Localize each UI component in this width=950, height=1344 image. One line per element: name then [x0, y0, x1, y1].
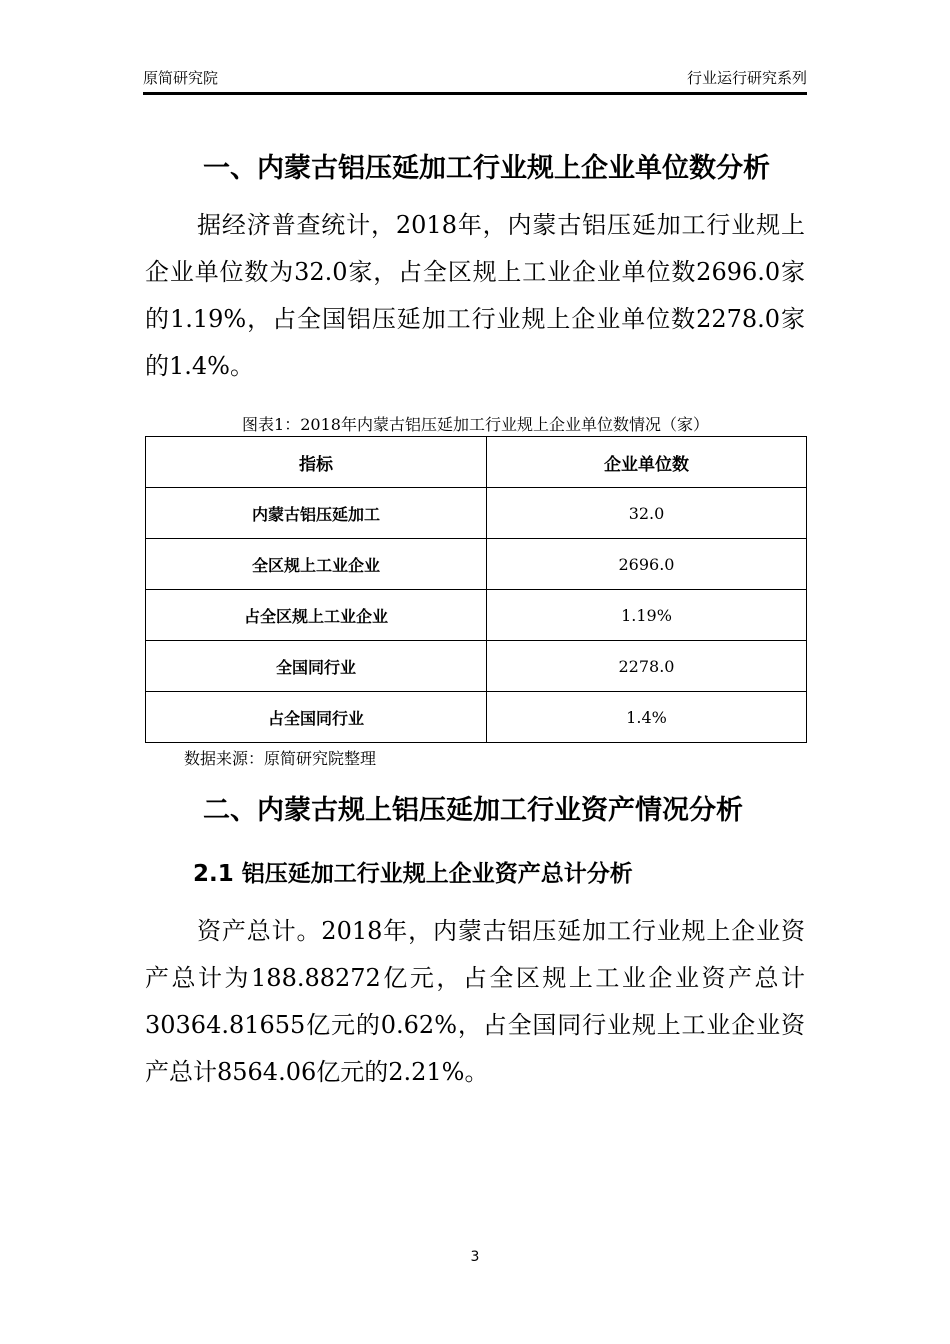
column-header: 指标 [146, 437, 487, 488]
row-value: 2696.0 [487, 539, 807, 590]
table-caption: 图表1：2018年内蒙古铝压延加工行业规上企业单位数情况（家） [242, 415, 709, 434]
row-label: 占全区规上工业企业 [146, 590, 487, 641]
column-header: 企业单位数 [487, 437, 807, 488]
row-value: 32.0 [487, 488, 807, 539]
header-left: 原简研究院 [143, 69, 219, 87]
data-table [145, 436, 807, 743]
table-header-row [146, 437, 807, 488]
row-value: 2278.0 [487, 641, 807, 692]
table-row [146, 488, 807, 539]
page-header [143, 66, 807, 95]
table-row [146, 590, 807, 641]
section-2-paragraph: 资产总计。2018年，内蒙古铝压延加工行业规上企业资产总计为188.88272亿元，占全区规上工业企业资产总计30364.81655亿元的0.62%，占全国同行业规上工业企业资产总计8564.06亿元的2.21%。 [145, 917, 805, 1086]
section-2-title: 二、内蒙古规上铝压延加工行业资产情况分析 [203, 795, 743, 826]
header-right: 行业运行研究系列 [686, 69, 807, 87]
table-row [146, 641, 807, 692]
row-value: 1.4% [487, 692, 807, 743]
section-1-paragraph: 据经济普查统计，2018年，内蒙古铝压延加工行业规上企业单位数为32.0家，占全区规上工业企业单位数2696.0家的1.19%，占全国铝压延加工行业规上企业单位数2278.0家的1.4%。 [145, 211, 805, 380]
table-row [146, 692, 807, 743]
table-row [146, 539, 807, 590]
row-label: 内蒙古铝压延加工 [146, 488, 487, 539]
page-number: 3 [470, 1249, 480, 1265]
row-label: 全区规上工业企业 [146, 539, 487, 590]
row-value: 1.19% [487, 590, 807, 641]
row-label: 全国同行业 [146, 641, 487, 692]
section-1-title: 一、内蒙古铝压延加工行业规上企业单位数分析 [203, 153, 770, 184]
row-label: 占全国同行业 [146, 692, 487, 743]
table-source: 数据来源：原简研究院整理 [184, 749, 377, 768]
section-2-1-subtitle: 2.1 铝压延加工行业规上企业资产总计分析 [193, 861, 633, 887]
